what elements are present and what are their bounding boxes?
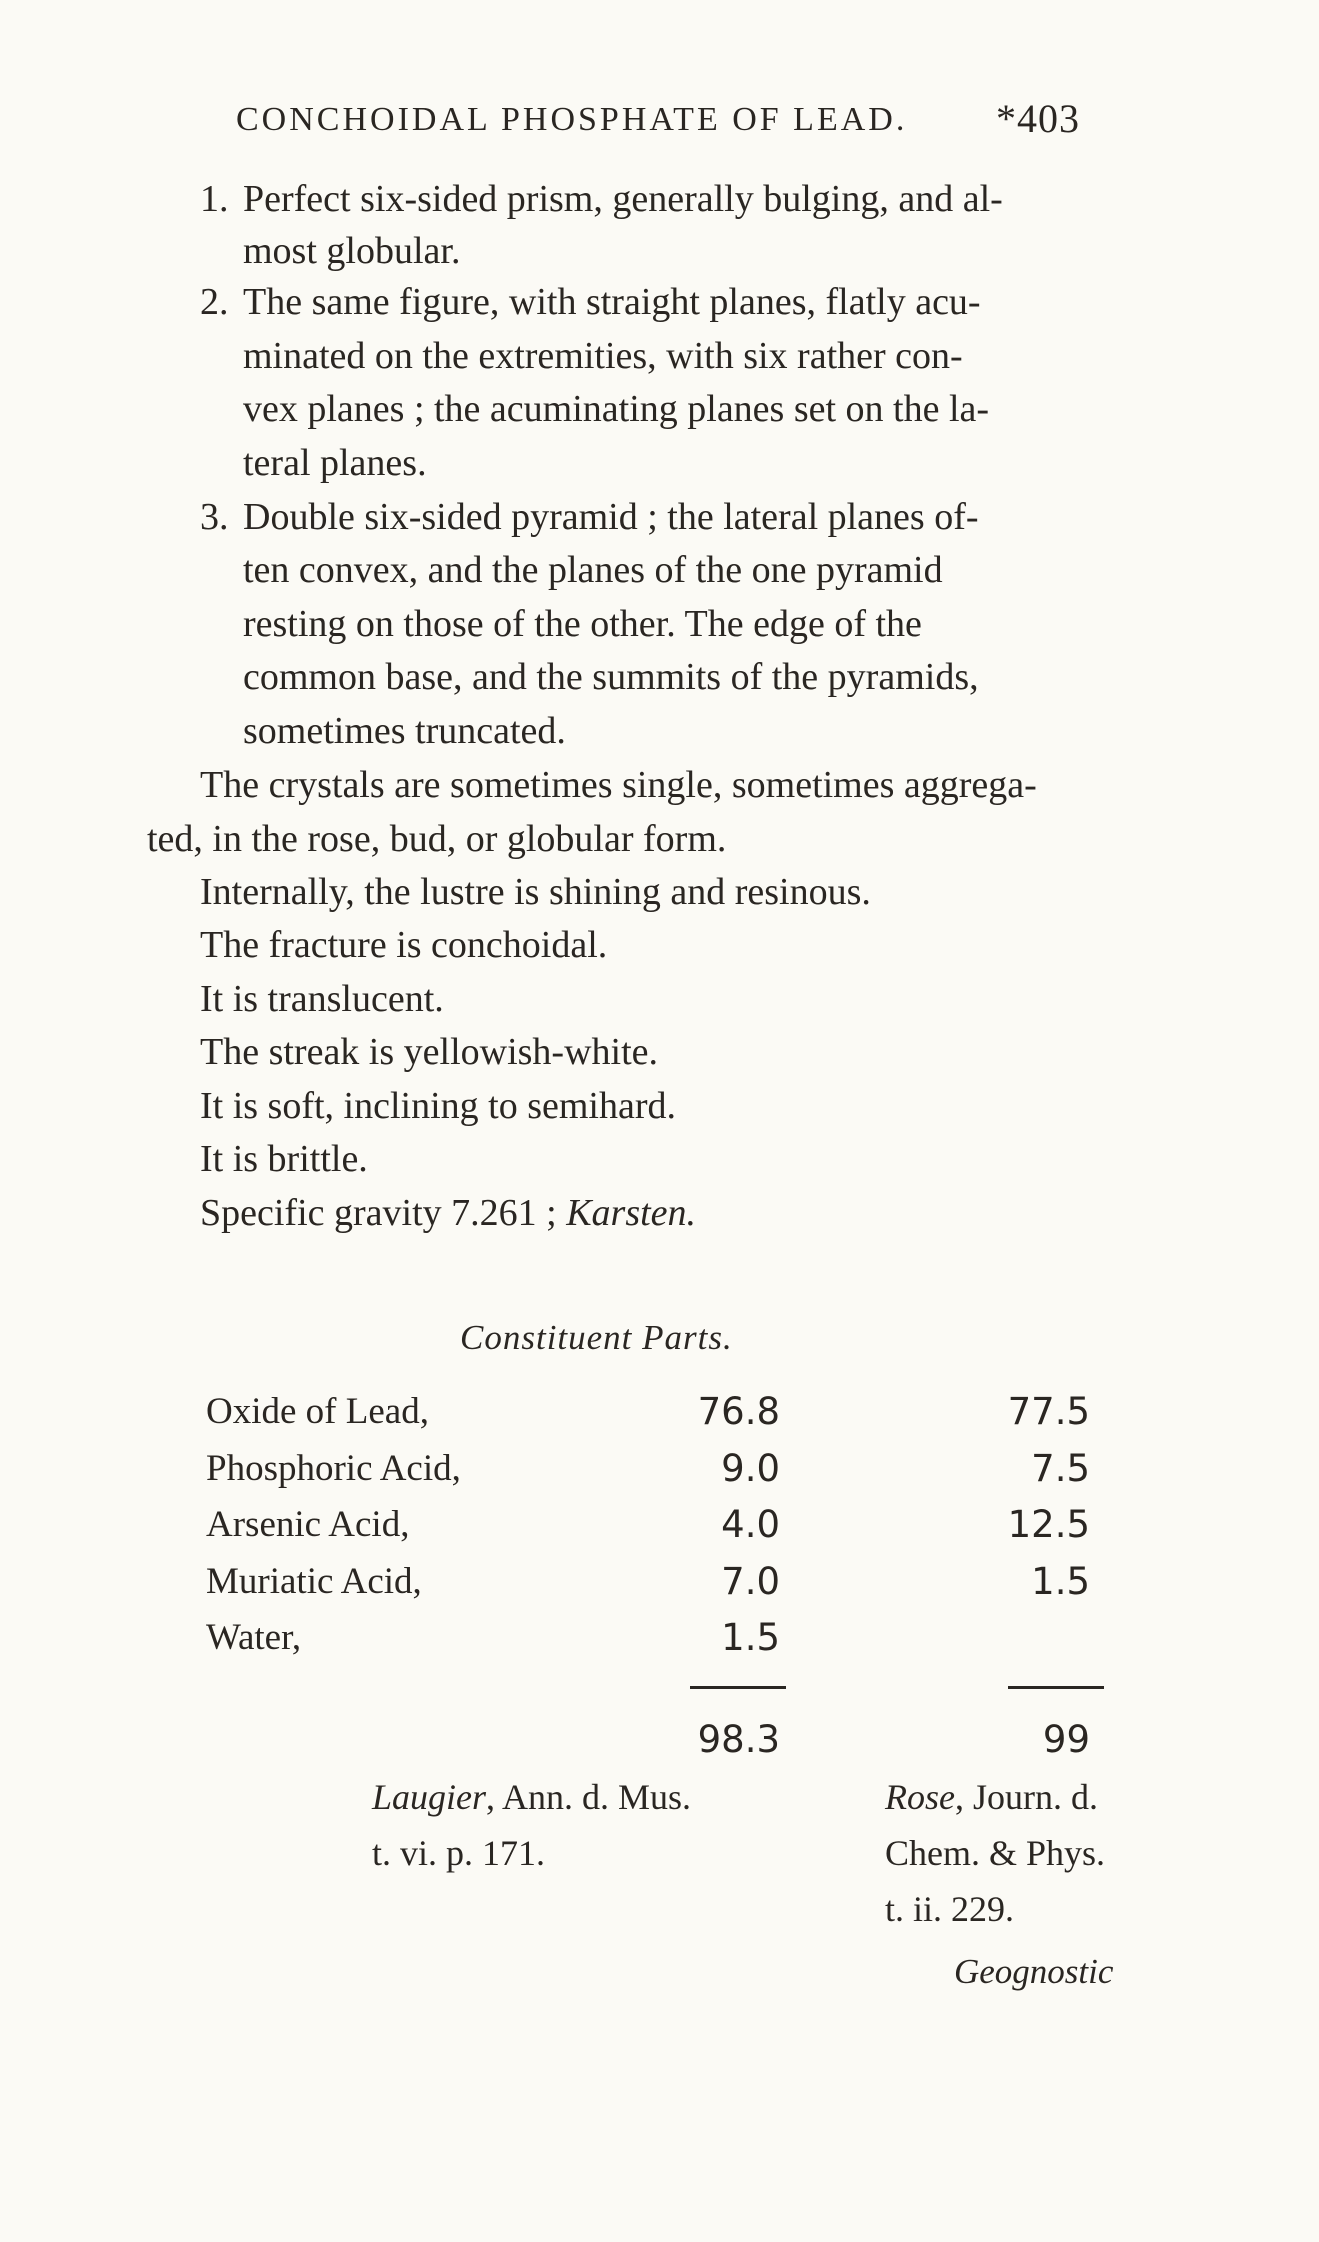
text-line: Internally, the lustre is shining and resinous. (200, 871, 871, 913)
text-line: The fracture is conchoidal. (200, 924, 608, 966)
text-line: Double six-sided pyramid ; the lateral planes of- (243, 496, 979, 538)
text-line: Perfect six-sided prism, generally bulging, and al- (243, 178, 1003, 220)
source-ref: , Ann. d. Mus. (486, 1777, 692, 1817)
running-header (236, 96, 1136, 141)
sum-rule (690, 1686, 786, 1689)
constituent-name: Oxide of Lead, (206, 1391, 429, 1432)
text-line: The crystals are sometimes single, sometimes aggrega- (200, 764, 1037, 806)
source-ref-line: t. vi. p. 171. (372, 1833, 546, 1873)
source-laugier (372, 1776, 691, 1818)
item-number: 1. (200, 178, 229, 220)
laugier-value: 1.5 (721, 1616, 780, 1659)
source-ref-line: t. ii. 229. (885, 1889, 1015, 1929)
laugier-value: 9.0 (721, 1447, 780, 1490)
text-line: minated on the extremities, with six rather con- (243, 335, 963, 377)
constituent-name: Water, (206, 1617, 302, 1658)
text-line: resting on those of the other. The edge of the (243, 603, 922, 645)
laugier-value: 4.0 (721, 1503, 780, 1546)
laugier-value: 7.0 (721, 1560, 780, 1603)
text-line: It is translucent. (200, 978, 444, 1020)
source-ref: , Journ. d. (954, 1777, 1098, 1817)
constituent-name: Muriatic Acid, (206, 1561, 422, 1602)
laugier-total: 98.3 (697, 1718, 780, 1761)
gravity-text: Specific gravity 7.261 ; (200, 1192, 567, 1234)
rose-value: 12.5 (1007, 1503, 1090, 1546)
text-line: teral planes. (243, 442, 427, 484)
item-number: 2. (200, 281, 229, 323)
page-number: *403 (996, 96, 1080, 141)
rose-value: 77.5 (1007, 1390, 1090, 1433)
header-title: CONCHOIDAL PHOSPHATE OF LEAD. (236, 101, 908, 138)
text-line: ted, in the rose, bud, or globular form. (147, 818, 727, 860)
text-line: The streak is yellowish-white. (200, 1031, 659, 1073)
source-author: Rose (885, 1777, 955, 1817)
text-line: sometimes truncated. (243, 710, 566, 752)
sum-rule (1008, 1686, 1104, 1689)
item-number: 3. (200, 496, 229, 538)
specific-gravity-line (200, 1190, 696, 1236)
rose-value: 1.5 (1031, 1560, 1090, 1603)
constituent-name: Phosphoric Acid, (206, 1448, 461, 1489)
text-line: common base, and the summits of the pyramids, (243, 656, 979, 698)
text-line: It is soft, inclining to semihard. (200, 1085, 677, 1127)
laugier-value: 76.8 (697, 1390, 780, 1433)
table-caption: Constituent Parts. (460, 1318, 733, 1357)
text-line: most globular. (243, 230, 461, 272)
gravity-author: Karsten. (566, 1192, 697, 1234)
rose-value: 7.5 (1031, 1447, 1090, 1490)
source-ref-line: Chem. & Phys. (885, 1833, 1106, 1873)
source-author: Laugier (372, 1777, 487, 1817)
text-line: It is brittle. (200, 1138, 368, 1180)
text-line: ten convex, and the planes of the one pyramid (243, 549, 943, 591)
text-line: The same figure, with straight planes, flatly acu- (243, 281, 981, 323)
rose-total: 99 (1042, 1718, 1090, 1761)
constituent-name: Arsenic Acid, (206, 1504, 410, 1545)
text-line: vex planes ; the acuminating planes set on the la- (243, 388, 990, 430)
source-rose (885, 1776, 1098, 1818)
catchword: Geognostic (954, 1952, 1114, 1991)
